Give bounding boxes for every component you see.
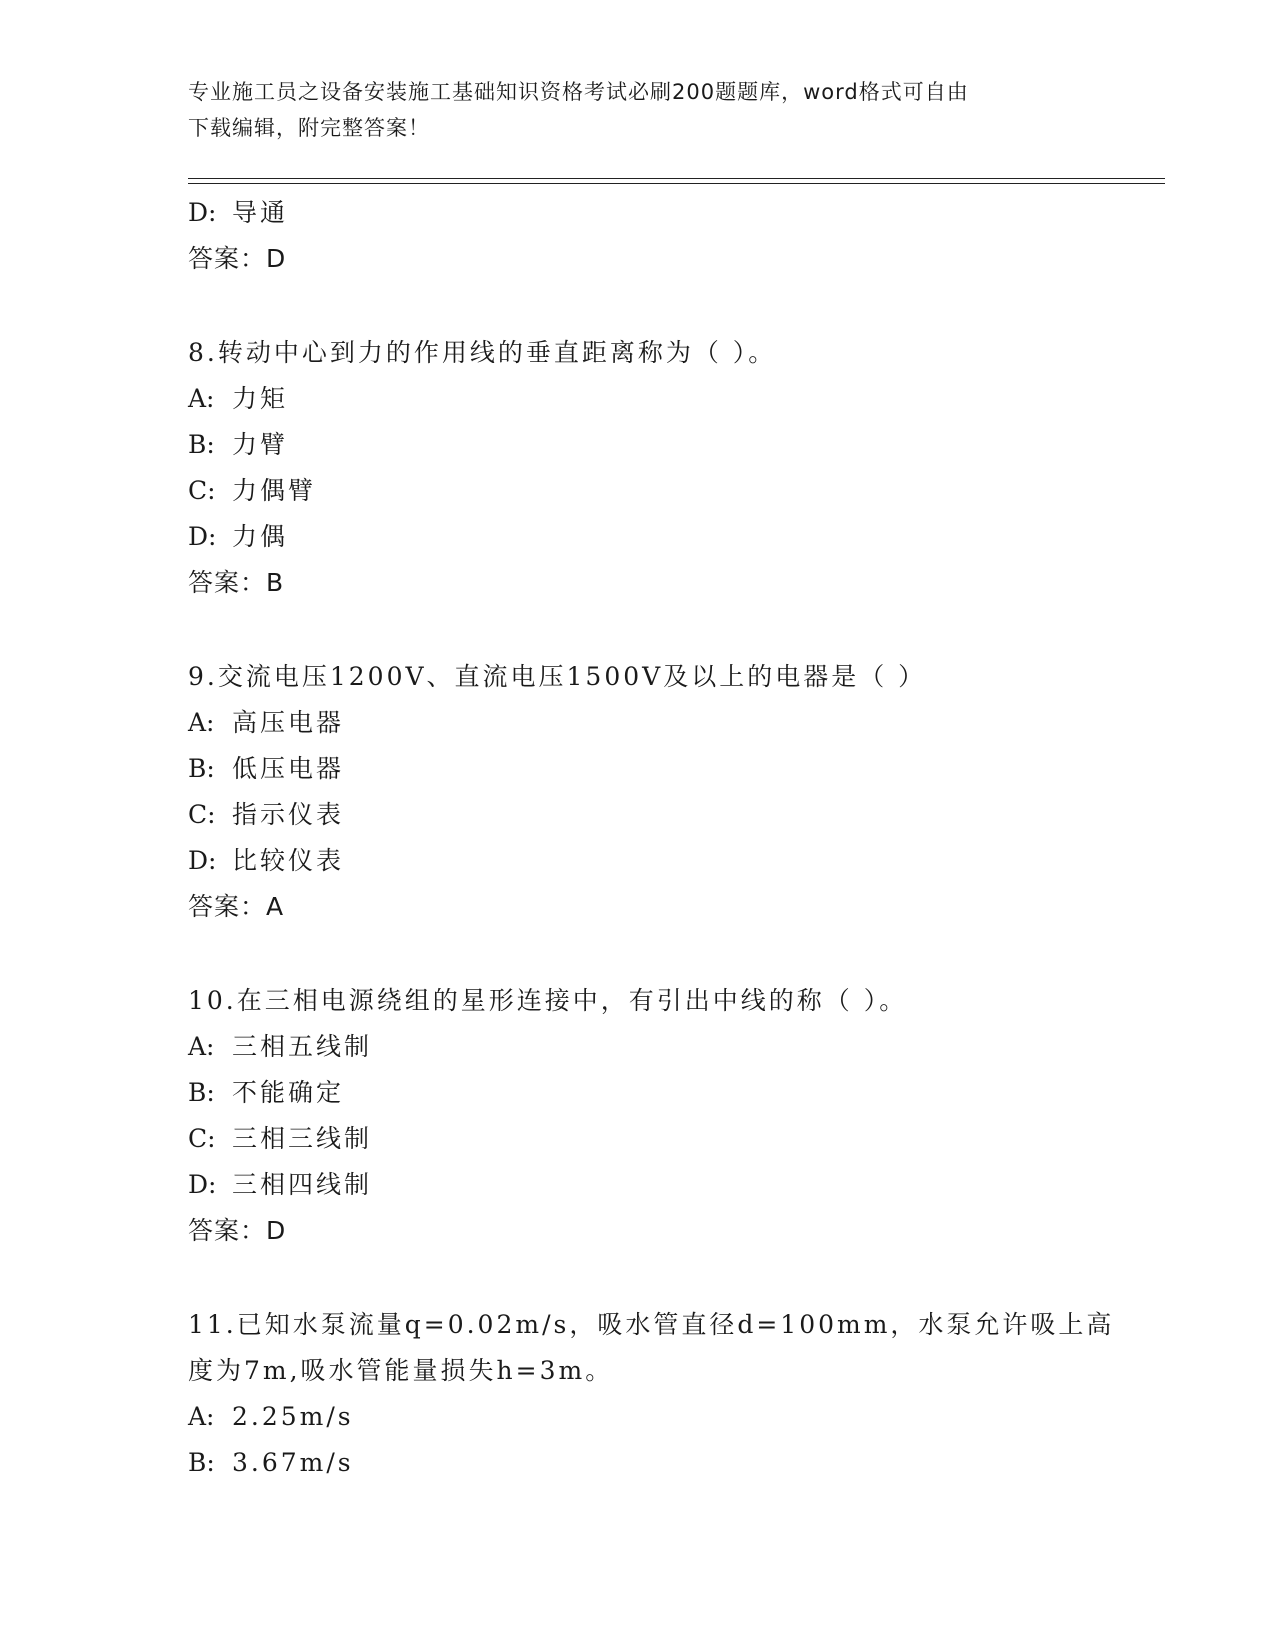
question-stem: 10.在三相电源绕组的星形连接中，有引出中线的称（ ）。: [188, 986, 908, 1015]
option-key: C:: [188, 1124, 216, 1153]
option-key: B:: [188, 1078, 215, 1107]
option-text: 2.25m/s: [232, 1402, 354, 1431]
option-a: [188, 1394, 1088, 1440]
option-key: B:: [188, 430, 215, 459]
option-key: D:: [188, 198, 217, 227]
option-key: B:: [188, 1448, 215, 1477]
header-line-1: 专业施工员之设备安装施工基础知识资格考试必刷200题题库，word格式可自由: [188, 80, 969, 104]
document-header: [188, 74, 1088, 146]
option-b: [188, 746, 1088, 792]
option-text: 指示仪表: [232, 800, 345, 829]
option-key: A:: [188, 1402, 215, 1431]
option-text: 导通: [232, 198, 289, 227]
option-a: [188, 376, 1088, 422]
option-text: 力臂: [232, 430, 289, 459]
header-line-2: 下载编辑，附完整答案！: [188, 116, 430, 140]
header-divider-top: [188, 178, 1165, 179]
option-c: [188, 1116, 1088, 1162]
question-stem: 8.转动中心到力的作用线的垂直距离称为（ ）。: [188, 338, 777, 367]
option-c: [188, 468, 1088, 514]
option-text: 力矩: [232, 384, 289, 413]
answer-line: 答案：D: [188, 1216, 287, 1245]
option-key: D:: [188, 1170, 217, 1199]
question-stem: 11.已知水泵流量q=0.02m/s，吸水管直径d=100mm，水泵允许吸上高: [188, 1310, 1115, 1339]
answer-line: 答案：A: [188, 892, 285, 921]
option-text: 三相四线制: [232, 1170, 373, 1199]
option-text: 3.67m/s: [232, 1448, 354, 1477]
option-b: [188, 1070, 1088, 1116]
option-b: [188, 1440, 1088, 1486]
option-text: 力偶臂: [232, 476, 317, 505]
option-d: [188, 838, 1088, 884]
answer-line: 答案：B: [188, 568, 285, 597]
option-a: [188, 700, 1088, 746]
question-stem-continued: 度为7m,吸水管能量损失h=3m。: [188, 1356, 614, 1385]
option-c: [188, 792, 1088, 838]
answer-line: 答案：D: [188, 244, 287, 273]
option-text: 不能确定: [232, 1078, 345, 1107]
option-text: 比较仪表: [232, 846, 345, 875]
option-key: C:: [188, 476, 216, 505]
option-b: [188, 422, 1088, 468]
option-key: D:: [188, 846, 217, 875]
question-list: [188, 190, 1115, 1486]
option-text: 三相三线制: [232, 1124, 373, 1153]
option-d: [188, 190, 1088, 236]
option-text: 力偶: [232, 522, 289, 551]
option-key: A:: [188, 1032, 215, 1061]
option-text: 低压电器: [232, 754, 345, 783]
option-key: B:: [188, 754, 215, 783]
option-key: C:: [188, 800, 216, 829]
option-a: [188, 1024, 1088, 1070]
header-divider-bottom: [188, 183, 1165, 184]
option-d: [188, 1162, 1088, 1208]
option-text: 三相五线制: [232, 1032, 373, 1061]
question-stem: 9.交流电压1200V、直流电压1500V及以上的电器是（ ）: [188, 662, 927, 691]
option-text: 高压电器: [232, 708, 345, 737]
option-d: [188, 514, 1088, 560]
option-key: A:: [188, 384, 215, 413]
option-key: D:: [188, 522, 217, 551]
option-key: A:: [188, 708, 215, 737]
